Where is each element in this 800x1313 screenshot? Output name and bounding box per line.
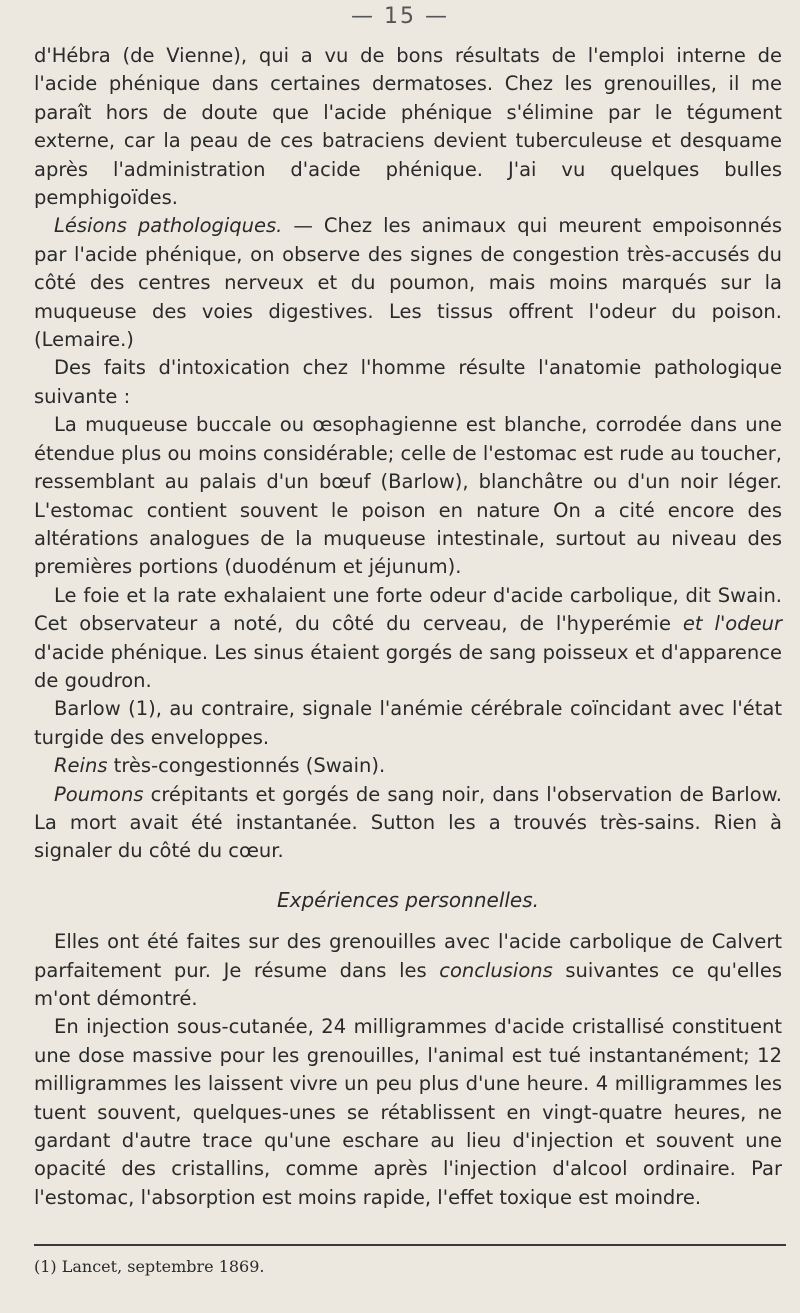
paragraph-text: En injection sous-cutanée, 24 milligrammes d'acide cristallisé constituent une dose massive pour les grenouilles, l'animal est tué instantanément; 12 milligrammes les laissent vivre un peu plus d'une heure. 4 milligrammes les tuent souvent, quelques-unes se rétablissent en vingt-quatre heures, ne gardant d'autre trace qu'une eschare au lieu d'injection et souvent une opacité des cristallins, comme après l'injection d'alcool ordinaire. Par l'estomac, l'absorption est moins rapide, l'effet toxique est moindre. [34,1015,782,1209]
footnote: (1) Lancet, septembre 1869. [34,1257,265,1276]
page-number: — 15 — [351,4,449,29]
inline-heading-lesions: Lésions pathologiques. [54,214,283,238]
paragraph-text: — Chez les animaux qui meurent empoisonnés par l'acide phénique, on observe des signes de congestion très-accusés du côté des centres nerveux et du poumon, mais moins marqués sur la muqueuse des voies digestives. Les tissus offrent l'odeur du poison. (Lemaire.) [34,214,782,352]
paragraph-hebra [34,42,782,212]
paragraph-muqueuse [34,411,782,581]
paragraph-text: Des faits d'intoxication chez l'homme résulte l'anatomie pathologique suivante : [34,356,782,408]
paragraph-text: Barlow (1), au contraire, signale l'anémie cérébrale coïncidant avec l'état turgide des enveloppes. [34,697,782,749]
paragraph-poumons [34,781,782,866]
emphasis-text: et l'odeur [682,612,782,636]
paragraph-barlow [34,695,782,752]
paragraph-intoxication [34,354,782,411]
paragraph-lesions [34,212,782,354]
section-heading: Expériences personnelles. [276,887,540,912]
paragraph-text: d'Hébra (de Vienne), qui a vu de bons résultats de l'emploi interne de l'acide phénique dans certaines dermatoses. Chez les grenouilles, il me paraît hors de doute que l'acide phénique s'élimine par le tégument externe, car la peau de ces batraciens devient tuberculeuse et desquame après l'administration d'acide phénique. J'ai vu quelques bulles pemphigoïdes. [34,44,782,210]
emphasis-poumons: Poumons [54,782,144,806]
footnote-divider [34,1244,786,1246]
paragraph-reins [34,752,782,780]
paragraph-injection [34,1013,782,1212]
paragraph-text: crépitants et gorgés de sang noir, dans l'observation de Barlow. La mort avait été instantanée. Sutton les a trouvés très-sains. Rien à signaler du côté du cœur. [34,782,782,863]
emphasis-reins: Reins [54,754,108,778]
paragraph-experiences [34,928,782,1013]
paragraph-foie [34,582,782,696]
body-text [34,42,782,1212]
paragraph-text: Le foie et la rate exhalaient une forte odeur d'acide carbolique, dit Swain. Cet observateur a noté, du côté du cerveau, de l'hyperémie [34,583,782,636]
paragraph-text: très-congestionnés (Swain). [107,754,386,778]
paragraph-text: La muqueuse buccale ou œsophagienne est blanche, corrodée dans une étendue plus ou moins considérable; celle de l'estomac est rude au toucher, ressemblant au palais d'un bœuf (Barlow), blanchâtre ou d'un noir léger. L'estomac contient souvent le poison en nature On a cité encore des altérations analogues de la muqueuse intestinale, surtout au niveau des premières portions (duodénum et jéjunum). [34,413,782,579]
paragraph-text: d'acide phénique. Les sinus étaient gorgés de sang poisseux et d'apparence de goudron. [34,640,782,692]
paragraph-text: suivantes ce qu'elles m'ont démontré. [34,958,782,1010]
emphasis-conclusions: conclusions [439,958,553,982]
paragraph-text: Elles ont été faites sur des grenouilles avec l'acide carbolique de Calvert parfaitement pur. Je résume dans les [34,930,782,982]
